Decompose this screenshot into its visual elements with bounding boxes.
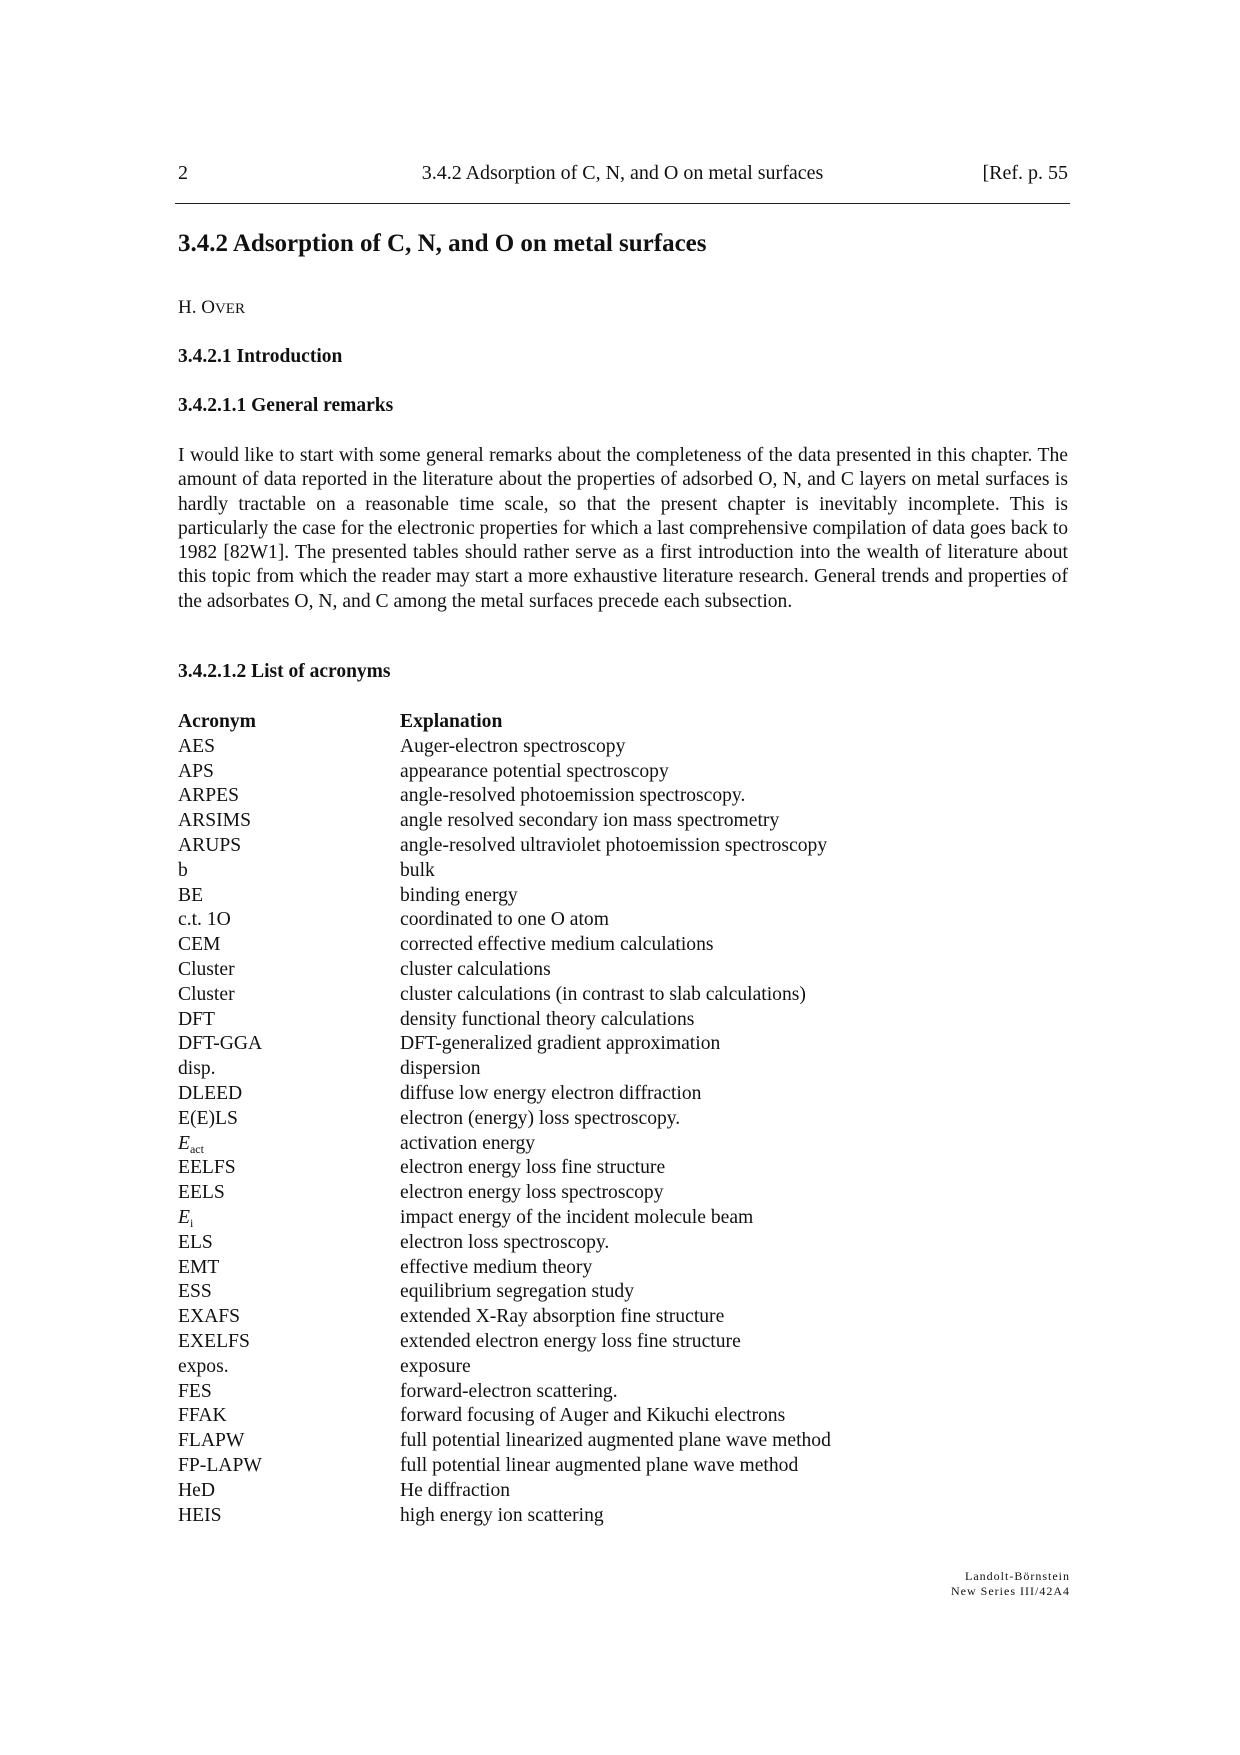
running-title: 3.4.2 Adsorption of C, N, and O on metal surfaces [421,162,824,184]
acronym-cell: ESS [178,1281,212,1303]
explanation-cell: forward-electron scattering. [400,1380,618,1402]
explanation-cell: full potential linear augmented plane wave method [400,1454,799,1476]
footer-line-2: New Series III/42A4 [951,1584,1070,1598]
author-surname-rest: VER [214,301,245,317]
explanation-cell: extended X-Ray absorption fine structure [400,1306,725,1328]
explanation-cell: electron energy loss spectroscopy [400,1182,664,1204]
explanation-cell: equilibrium segregation study [400,1281,634,1303]
table-row [178,1156,1068,1181]
table-row [178,1330,1068,1355]
explanation-cell: density functional theory calculations [400,1008,695,1030]
table-row [178,1280,1068,1305]
table-row [178,1404,1068,1429]
acronym-cell: Cluster [178,958,235,980]
acronym-cell: EELS [178,1182,225,1204]
acronym-cell: DFT [178,1008,216,1030]
explanation-cell: activation energy [400,1132,536,1154]
table-row [178,735,1068,760]
acronym-cell: BE [178,884,204,906]
table-row [178,1107,1068,1132]
acronym-subscript: i [189,1215,194,1230]
table-row [178,1206,1068,1231]
explanation-cell: forward focusing of Auger and Kikuchi electrons [400,1405,786,1427]
header-rule [175,203,1070,204]
explanation-cell: full potential linearized augmented plane wave method [400,1430,831,1452]
explanation-cell: Auger-electron spectroscopy [400,735,626,757]
acronym-cell: EXAFS [178,1306,241,1328]
acronym-cell [178,1132,204,1158]
acronym-cell: expos. [178,1355,229,1377]
table-row [178,933,1068,958]
acronym-symbol: E [178,1132,190,1154]
explanation-cell: electron loss spectroscopy. [400,1231,610,1253]
explanation-cell: extended electron energy loss fine structure [400,1330,741,1352]
page-number: 2 [178,162,188,184]
acronym-symbol: E [178,1206,190,1228]
explanation-cell: corrected effective medium calculations [400,934,714,956]
table-row [178,859,1068,884]
explanation-cell: bulk [400,859,435,881]
table-row [178,1132,1068,1157]
table-row [178,1454,1068,1479]
explanation-cell: coordinated to one O atom [400,909,609,931]
acronym-cell: EXELFS [178,1330,250,1352]
explanation-cell: angle-resolved ultraviolet photoemission spectroscopy [400,834,828,856]
acronym-cell: ARPES [178,785,239,807]
publisher-footer [951,1569,1070,1599]
explanation-cell: cluster calculations (in contrast to slab calculations) [400,983,806,1005]
author [178,297,245,319]
table-row [178,1380,1068,1405]
explanation-cell: binding energy [400,884,518,906]
explanation-cell: diffuse low energy electron diffraction [400,1082,702,1104]
acronym-cell [178,1206,193,1232]
table-row [178,1057,1068,1082]
acronym-cell: CEM [178,934,221,956]
table-row [178,1181,1068,1206]
table-row [178,834,1068,859]
acronym-cell: HEIS [178,1504,222,1526]
table-row [178,1008,1068,1033]
footer-line-1: Landolt-Börnstein [965,1569,1070,1583]
table-row [178,908,1068,933]
author-initial: H. O [178,297,215,318]
explanation-cell: He diffraction [400,1479,511,1501]
page-reference: [Ref. p. 55 [982,162,1068,184]
explanation-cell: DFT-generalized gradient approximation [400,1033,721,1055]
acronym-cell: Cluster [178,983,235,1005]
acronym-cell: FES [178,1380,212,1402]
table-row [178,958,1068,983]
table-row [178,1231,1068,1256]
explanation-cell: exposure [400,1355,471,1377]
section-heading-acronyms: 3.4.2.1.2 List of acronyms [178,661,391,682]
acronym-cell: disp. [178,1058,216,1080]
table-row [178,784,1068,809]
acronym-cell: ELS [178,1231,213,1253]
table-row [178,1504,1068,1529]
acronym-cell: FLAPW [178,1430,245,1452]
table-row [178,1305,1068,1330]
chapter-title: 3.4.2 Adsorption of C, N, and O on metal surfaces [178,230,707,257]
section-heading-general-remarks: 3.4.2.1.1 General remarks [178,395,394,416]
explanation-cell: angle resolved secondary ion mass spectrometry [400,810,780,832]
table-row [178,809,1068,834]
table-row [178,884,1068,909]
table-row [178,1256,1068,1281]
acronym-cell: APS [178,760,214,782]
explanation-cell: electron (energy) loss spectroscopy. [400,1107,681,1129]
table-row [178,1355,1068,1380]
explanation-cell: angle-resolved photoemission spectroscopy. [400,785,746,807]
running-header [175,162,1070,192]
acronym-table [178,710,1068,1528]
explanation-cell: electron energy loss fine structure [400,1157,666,1179]
table-row [178,1032,1068,1057]
table-row [178,1082,1068,1107]
acronym-cell: c.t. 1O [178,909,231,931]
acronym-cell: FFAK [178,1405,227,1427]
acronym-cell: DFT-GGA [178,1033,263,1055]
acronym-subscript: act [189,1141,204,1156]
acronym-cell: HeD [178,1479,215,1501]
table-row [178,983,1068,1008]
explanation-cell: effective medium theory [400,1256,593,1278]
acronym-cell: ARUPS [178,834,242,856]
explanation-cell: high energy ion scattering [400,1504,604,1526]
acronym-cell: EELFS [178,1157,236,1179]
acronym-column-header: Acronym [178,711,257,732]
section-heading-introduction: 3.4.2.1 Introduction [178,346,343,367]
acronym-cell: E(E)LS [178,1107,238,1129]
acronym-cell: EMT [178,1256,220,1278]
explanation-column-header: Explanation [400,711,503,732]
explanation-cell: appearance potential spectroscopy [400,760,669,782]
acronym-cell: b [178,859,188,881]
acronym-cell: DLEED [178,1082,243,1104]
acronym-table-header [178,710,1068,735]
table-row [178,760,1068,785]
acronym-cell: AES [178,735,216,757]
explanation-cell: cluster calculations [400,958,551,980]
acronym-cell: ARSIMS [178,810,251,832]
explanation-cell: impact energy of the incident molecule beam [400,1206,754,1228]
acronym-cell: FP-LAPW [178,1454,262,1476]
general-remarks-paragraph: I would like to start with some general remarks about the completeness of the data presented in this chapter. The amount of data reported in the literature about the properties of adsorbed O, N, and C layers on metal surfaces is hardly tractable on a reasonable time scale, so that the present chapter is inevitably incomplete. This is particularly the case for the electronic properties for which a last comprehensive compilation of data goes back to 1982 [82W1]. The presented tables should rather serve as a first introduction into the wealth of literature about this topic from which the reader may start a more exhaustive literature research. General trends and properties of the adsorbates O, N, and C among the metal surfaces precede each subsection. [178,445,1068,612]
table-row [178,1479,1068,1504]
explanation-cell: dispersion [400,1058,481,1080]
table-row [178,1429,1068,1454]
